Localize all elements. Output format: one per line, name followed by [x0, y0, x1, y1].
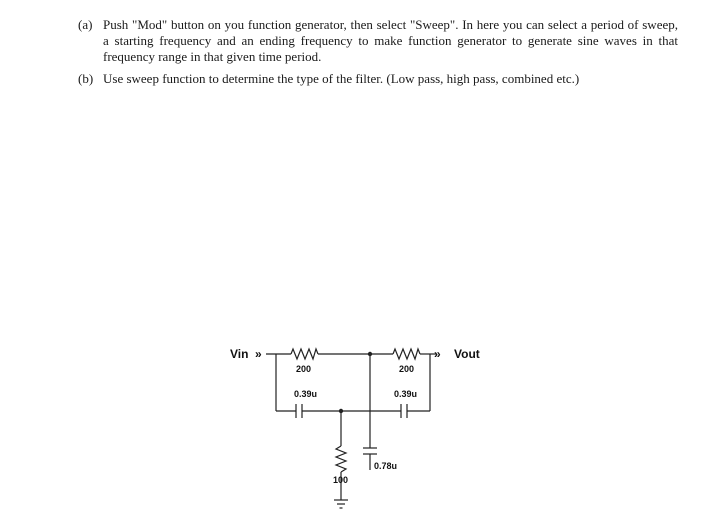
question-a-label: (a) — [78, 17, 93, 32]
r2-value: 200 — [399, 364, 415, 374]
capacitor-c2 — [401, 404, 407, 418]
resistor-r3 — [336, 446, 346, 472]
question-b-text: Use sweep function to determine the type of the filter. (Low pass, high pass, combined etc.) — [103, 71, 580, 86]
capacitor-c3 — [363, 448, 377, 454]
c2-value: 0.39u — [394, 389, 418, 399]
resistor-r2 — [393, 349, 420, 359]
question-a-text: Push "Mod" button on you function generator, then select "Sweep". In here you can select a period of sweep, a starting frequency and an ending frequency to make function generator to generate sine waves in that frequency range in that given time period. — [103, 17, 678, 64]
r1-value: 200 — [296, 364, 312, 374]
ground-icon — [334, 500, 348, 508]
vout-arrow-icon: » — [434, 347, 441, 361]
vout-label: Vout — [454, 347, 480, 361]
vin-label: Vin — [230, 347, 249, 361]
lower-t-wires — [276, 354, 430, 411]
resistor-r1 — [291, 349, 318, 359]
question-b-label: (b) — [78, 71, 94, 86]
c1-value: 0.39u — [294, 389, 318, 399]
vin-arrow-icon: » — [255, 347, 262, 361]
capacitor-c1 — [296, 404, 302, 418]
c3-value: 0.78u — [374, 461, 398, 471]
r3-value: 100 — [333, 475, 349, 485]
